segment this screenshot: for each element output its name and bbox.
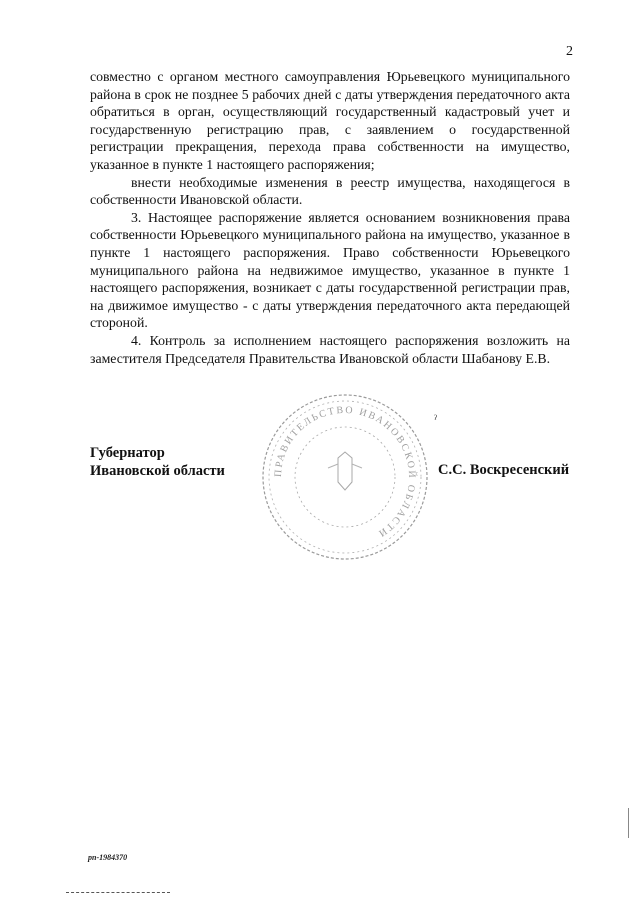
signer-name: С.С. Воскресенский bbox=[438, 462, 570, 478]
signatory-title bbox=[90, 444, 225, 480]
signatory-title-line1: Губернатор bbox=[90, 445, 165, 461]
footer-divider bbox=[66, 892, 170, 893]
official-seal bbox=[258, 390, 432, 569]
document-code: рп-1984370 bbox=[88, 853, 128, 862]
paragraph-registration: совместно с органом местного самоуправления Юрьевецкого муниципального района в срок не позднее 5 рабочих дней с даты утверждения передаточного акта обратиться в орган, осуществляющий государственный кадастровый учет и государственную регистрацию прав, с заявлением о государственной регистрации прекращения, перехода права собственности на имущество, указанное в пункте 1 настоящего распоряжения; bbox=[90, 69, 570, 172]
paragraph-control: 4. Контроль за исполнением настоящего распоряжения возложить на заместителя Председателя Правительства Ивановской области Шабанову Е.В. bbox=[90, 332, 570, 366]
seal-graphic bbox=[258, 390, 432, 564]
paragraph-ownership-basis: 3. Настоящее распоряжение является основанием возникновения права собственности Юрьевецкого муниципального района на имущество, указанное в пункте 1 настоящего распоряжения. Право собственности Юрьевецкого муниципального района на недвижимое имущество, указанное в пункте 1 настоящего распоряжения, возникает с даты государственной регистрации прав, на движимое имущество - с даты утверждения передаточного акта передающей стороной. bbox=[90, 209, 570, 331]
svg-text:ПРАВИТЕЛЬСТВО ИВАНОВСКОЙ ОБЛАС bbox=[273, 405, 418, 540]
paragraph-registry-changes: внести необходимые изменения в реестр имущества, находящегося в собственности Ивановской области. bbox=[90, 174, 570, 208]
page-number: 2 bbox=[566, 44, 573, 59]
signatory-title-line2: Ивановской области bbox=[90, 463, 225, 479]
margin-mark bbox=[628, 808, 629, 838]
document-body bbox=[90, 68, 570, 367]
handwritten-mark: ˀ bbox=[434, 412, 437, 426]
seal-text: ПРАВИТЕЛЬСТВО ИВАНОВСКОЙ ОБЛАСТИ bbox=[272, 404, 418, 540]
